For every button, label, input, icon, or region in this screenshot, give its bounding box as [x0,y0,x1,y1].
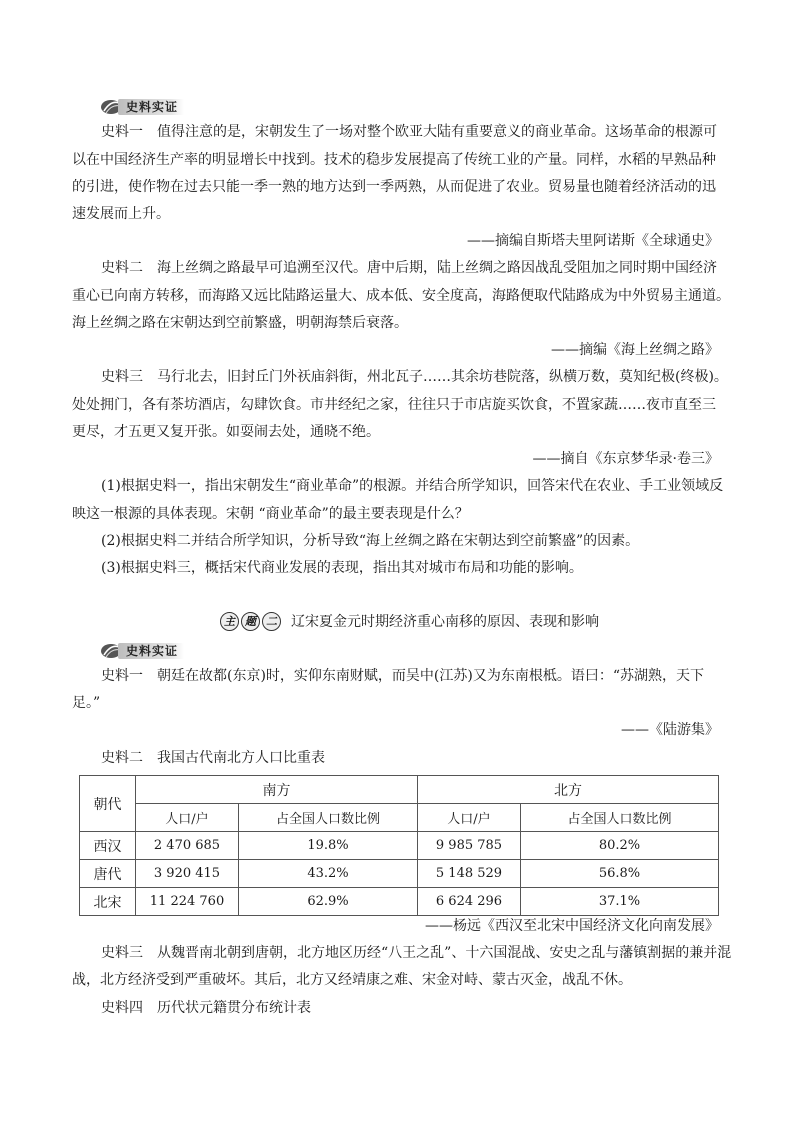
question-line: (3)根据史料三，概括宋代商业发展的表现，指出其对城市布局和功能的影响。 [101,560,583,576]
table-row [80,888,719,916]
text-line: 速发展而上升。 [72,206,170,222]
text-line: 足。” [72,695,101,711]
col-header: 人口/户 [136,804,239,832]
question-line: 映这一根源的具体表现。宋朝 “商业革命”的最主要表现是什么？ [72,506,469,522]
text-line: 史料二 海上丝绸之路最早可追溯至汉代。唐中后期，陆上丝绸之路因战乱受阻加之同时期中国经济 [101,260,717,276]
table-cell: 56.8% [521,860,719,888]
text-line: 的引进，使作物在过去只能一季一熟的地方达到一季两熟，从而促进了农业。贸易量也随着经济活动的迅 [72,179,716,195]
text-line: 史料一 朝廷在故都(东京)时，实仰东南财赋，而吴中(江苏)又为东南根柢。语曰：“苏湖熟，天下 [101,668,705,684]
topic-badge-char: 二 [262,612,281,631]
table-cell: 5 148 529 [418,860,521,888]
topic-badge-char: 主 [220,612,239,631]
text-line: 战，北方经济受到严重破坏。其后，北方又经靖康之难、宋金对峙、蒙古灭金，战乱不休。 [72,972,632,988]
question-line: (2)根据史料二并结合所学知识，分析导致“海上丝绸之路在宋朝达到空前繁盛”的因素。 [101,533,640,549]
dynasty-cell: 北宋 [80,888,136,916]
north-header: 北方 [418,776,719,804]
text-line: 海上丝绸之路在宋朝达到空前繁盛，明朝海禁后衰落。 [72,315,408,331]
south-header: 南方 [136,776,418,804]
dynasty-cell: 唐代 [80,860,136,888]
col-header: 占全国人口数比例 [239,804,418,832]
table-cell: 19.8% [239,832,418,860]
table-cell: 43.2% [239,860,418,888]
topic-badge-char: 题 [241,612,260,631]
topic-title: 辽宋夏金元时期经济重心南移的原因、表现和影响 [291,614,599,630]
table-caption: 史料二 我国古代南北方人口比重表 [101,750,325,766]
table-cell: 3 920 415 [136,860,239,888]
col-header: 人口/户 [418,804,521,832]
table-cell: 11 224 760 [136,888,239,916]
table-cell: 37.1% [521,888,719,916]
col-header: 占全国人口数比例 [521,804,719,832]
dynasty-cell: 西汉 [80,832,136,860]
source-citation: ——摘编《海上丝绸之路》 [551,342,719,358]
source-citation: ——摘自《东京梦华录·卷三》 [532,451,719,467]
topic-heading [220,611,599,631]
table-cell: 6 624 296 [418,888,521,916]
text-line: 史料三 从魏晋南北朝到唐朝，北方地区历经“八王之乱”、十六国混战、安史之乱与藩镇割据的兼并混 [101,945,732,961]
section-badge-1 [100,97,184,117]
source-citation: ——杨远《西汉至北宋中国经济文化向南发展》 [425,918,719,934]
text-line: 以在中国经济生产率的明显增长中找到。技术的稳步发展提高了传统工业的产量。同样，水稻的早熟品种 [72,152,716,168]
population-table [79,775,719,916]
source-citation: ——《陆游集》 [621,722,719,738]
table-corner-header: 朝代 [80,776,136,832]
section-badge-label: 史料实证 [118,643,184,659]
table-cell: 2 470 685 [136,832,239,860]
table-cell: 9 985 785 [418,832,521,860]
section-badge-label: 史料实证 [118,99,184,115]
text-line: 史料一 值得注意的是，宋朝发生了一场对整个欧亚大陆有重要意义的商业革命。这场革命的根源可 [101,124,717,140]
table-row [80,860,719,888]
topic-badge [220,612,281,631]
table-cell: 62.9% [239,888,418,916]
text-line: 更尽，才五更又复开张。如耍闹去处，通晓不绝。 [72,424,380,440]
table-cell: 80.2% [521,832,719,860]
text-line: 史料三 马行北去，旧封丘门外祆庙斜街，州北瓦子……其余坊巷院落，纵横万数，莫知纪极(终极)。 [101,369,728,385]
text-line: 处处拥门，各有茶坊酒店，勾肆饮食。市井经纪之家，往往只于市店旋买饮食，不置家蔬……夜市直至三 [72,397,716,413]
table-header-row [80,776,719,804]
question-line: (1)根据史料一，指出宋朝发生“商业革命”的根源。并结合所学知识，回答宋代在农业、手工业领域反 [101,478,724,494]
text-line: 重心已向南方转移，而海路又远比陆路运量大、成本低、安全度高，海路便取代陆路成为中外贸易主通道。 [72,288,730,304]
table-row [80,832,719,860]
table-caption: 史料四 历代状元籍贯分布统计表 [101,1000,311,1016]
section-badge-2 [100,641,184,661]
table-subheader-row [80,804,719,832]
source-citation: ——摘编自斯塔夫里阿诺斯《全球通史》 [467,233,719,249]
